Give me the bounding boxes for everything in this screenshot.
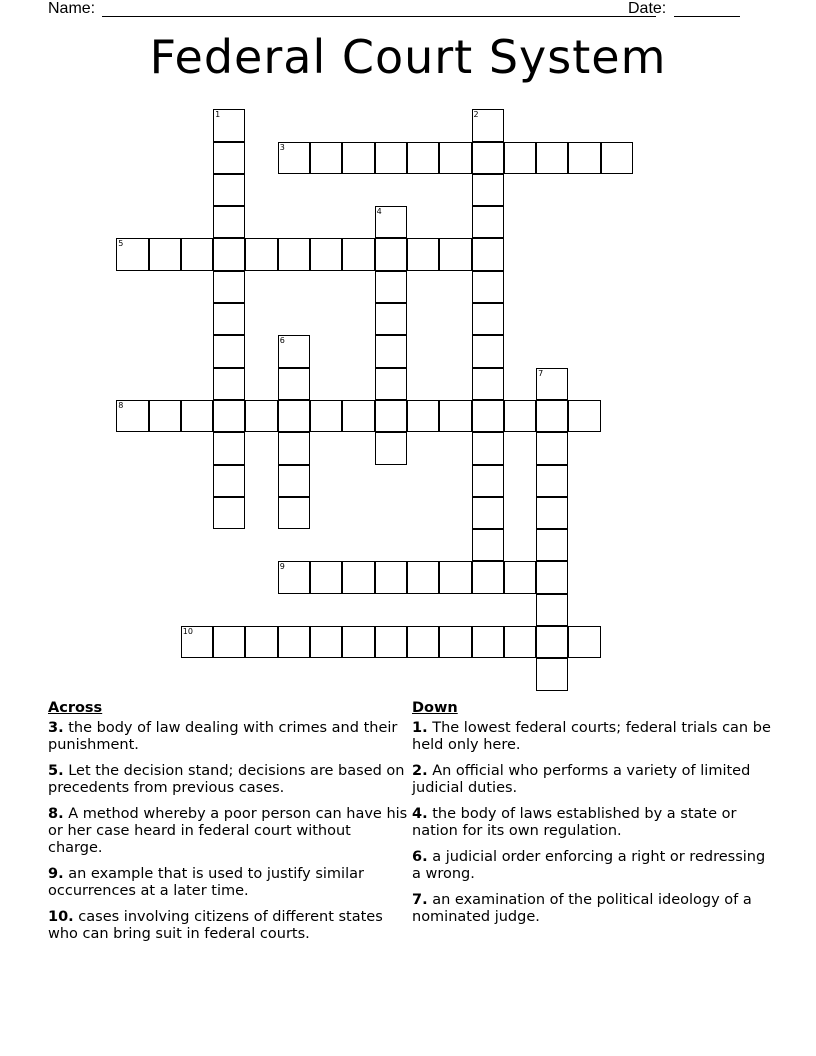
crossword-cell[interactable] xyxy=(375,335,407,367)
crossword-cell[interactable] xyxy=(375,400,407,432)
clue-text: the body of law dealing with crimes and their punishment. xyxy=(48,720,398,753)
date-label: Date: xyxy=(628,0,667,17)
crossword-cell[interactable] xyxy=(439,142,471,174)
crossword-cell[interactable] xyxy=(439,238,471,270)
clue-number: 4. xyxy=(412,806,428,822)
crossword-cell[interactable] xyxy=(568,626,600,658)
crossword-cell[interactable] xyxy=(375,368,407,400)
clue-number: 8. xyxy=(48,806,64,822)
crossword-cell[interactable] xyxy=(472,206,504,238)
clue-down-6 xyxy=(412,849,772,883)
clue-number-label: 3 xyxy=(279,142,285,152)
crossword-cell[interactable] xyxy=(536,594,568,626)
crossword-cell[interactable] xyxy=(536,368,568,400)
crossword-cell[interactable] xyxy=(213,109,245,141)
crossword-cell[interactable] xyxy=(342,142,374,174)
crossword-cell[interactable] xyxy=(504,561,536,593)
crossword-cell[interactable] xyxy=(310,561,342,593)
crossword-cell[interactable] xyxy=(439,400,471,432)
crossword-cell[interactable] xyxy=(504,626,536,658)
crossword-cell[interactable] xyxy=(375,561,407,593)
crossword-cell[interactable] xyxy=(213,368,245,400)
clue-number: 9. xyxy=(48,866,64,882)
crossword-cell[interactable] xyxy=(342,626,374,658)
clue-text: cases involving citizens of different states who can bring suit in federal courts. xyxy=(48,909,383,942)
clue-across-9 xyxy=(48,866,408,900)
crossword-cell[interactable] xyxy=(278,465,310,497)
clue-text: the body of laws established by a state or nation for its own regulation. xyxy=(412,806,737,839)
across-clues xyxy=(48,700,408,952)
crossword-cell[interactable] xyxy=(213,335,245,367)
crossword-cell[interactable] xyxy=(342,238,374,270)
crossword-cell[interactable] xyxy=(536,561,568,593)
clue-number: 10. xyxy=(48,909,74,925)
crossword-cell[interactable] xyxy=(278,561,310,593)
crossword-cell[interactable] xyxy=(375,626,407,658)
crossword-cell[interactable] xyxy=(213,465,245,497)
crossword-cell[interactable] xyxy=(342,400,374,432)
page-title: Federal Court System xyxy=(149,30,667,84)
clue-text: An official who performs a variety of limited judicial duties. xyxy=(412,763,751,796)
clue-text: an examination of the political ideology of a nominated judge. xyxy=(412,892,752,925)
crossword-cell[interactable] xyxy=(472,303,504,335)
crossword-cell[interactable] xyxy=(407,626,439,658)
clue-text: A method whereby a poor person can have his or her case heard in federal court without charge. xyxy=(48,806,408,856)
clue-number-label: 9 xyxy=(279,562,285,572)
crossword-cell[interactable] xyxy=(472,561,504,593)
down-heading: Down xyxy=(412,700,458,716)
clue-number: 3. xyxy=(48,720,64,736)
crossword-cell[interactable] xyxy=(472,238,504,270)
crossword-cell[interactable] xyxy=(116,400,148,432)
crossword-cell[interactable] xyxy=(536,400,568,432)
clue-number-label: 5 xyxy=(118,239,124,249)
crossword-cell[interactable] xyxy=(213,400,245,432)
crossword-cell[interactable] xyxy=(536,497,568,529)
across-heading: Across xyxy=(48,700,103,716)
crossword-cell[interactable] xyxy=(472,174,504,206)
clue-number: 7. xyxy=(412,892,428,908)
crossword-cell[interactable] xyxy=(536,626,568,658)
crossword-cell[interactable] xyxy=(181,238,213,270)
clue-text: a judicial order enforcing a right or redressing a wrong. xyxy=(412,849,766,882)
crossword-cell[interactable] xyxy=(213,206,245,238)
crossword-cell[interactable] xyxy=(245,400,277,432)
crossword-cell[interactable] xyxy=(278,238,310,270)
crossword-cell[interactable] xyxy=(375,142,407,174)
clue-number-label: 8 xyxy=(118,400,124,410)
crossword-cell[interactable] xyxy=(472,109,504,141)
name-field[interactable] xyxy=(102,16,656,17)
crossword-cell[interactable] xyxy=(342,561,374,593)
crossword-cell[interactable] xyxy=(407,238,439,270)
crossword-cell[interactable] xyxy=(472,529,504,561)
clue-number-label: 4 xyxy=(376,207,382,217)
crossword-cell[interactable] xyxy=(116,238,148,270)
crossword-cell[interactable] xyxy=(375,238,407,270)
name-label: Name: xyxy=(48,0,96,17)
crossword-cell[interactable] xyxy=(245,626,277,658)
clue-down-4 xyxy=(412,806,772,840)
clue-text: The lowest federal courts; federal trials can be held only here. xyxy=(412,720,771,753)
clue-number: 5. xyxy=(48,763,64,779)
clue-across-5 xyxy=(48,763,408,797)
crossword-cell[interactable] xyxy=(472,626,504,658)
clue-number-label: 10 xyxy=(182,627,193,636)
crossword-cell[interactable] xyxy=(213,626,245,658)
clue-text: an example that is used to justify similar occurrences at a later time. xyxy=(48,866,364,899)
crossword-cell[interactable] xyxy=(407,142,439,174)
crossword-cell[interactable] xyxy=(149,400,181,432)
crossword-cell[interactable] xyxy=(278,142,310,174)
crossword-cell[interactable] xyxy=(213,238,245,270)
crossword-cell[interactable] xyxy=(568,400,600,432)
crossword-cell[interactable] xyxy=(181,400,213,432)
clue-down-2 xyxy=(412,763,772,797)
crossword-cell[interactable] xyxy=(310,238,342,270)
crossword-cell[interactable] xyxy=(375,271,407,303)
crossword-cell[interactable] xyxy=(536,142,568,174)
worksheet-header xyxy=(48,0,748,22)
clue-across-8 xyxy=(48,806,408,857)
crossword-cell[interactable] xyxy=(472,400,504,432)
crossword-cell[interactable] xyxy=(536,658,568,690)
crossword-cell[interactable] xyxy=(536,529,568,561)
crossword-cell[interactable] xyxy=(472,335,504,367)
date-field[interactable] xyxy=(674,16,740,17)
crossword-cell[interactable] xyxy=(245,238,277,270)
clue-text: Let the decision stand; decisions are based on precedents from previous cases. xyxy=(48,763,405,796)
clue-down-7 xyxy=(412,892,772,926)
crossword-cell[interactable] xyxy=(472,432,504,464)
crossword-cell[interactable] xyxy=(278,335,310,367)
crossword-cell[interactable] xyxy=(601,142,633,174)
crossword-cell[interactable] xyxy=(472,497,504,529)
crossword-cell[interactable] xyxy=(278,400,310,432)
clue-number-label: 7 xyxy=(538,368,544,378)
crossword-cell[interactable] xyxy=(310,626,342,658)
crossword-cell[interactable] xyxy=(213,271,245,303)
crossword-cell[interactable] xyxy=(407,561,439,593)
crossword-cell[interactable] xyxy=(536,432,568,464)
clue-number: 1. xyxy=(412,720,428,736)
crossword-cell[interactable] xyxy=(375,432,407,464)
crossword-cell[interactable] xyxy=(439,561,471,593)
crossword-cell[interactable] xyxy=(375,303,407,335)
clue-across-3 xyxy=(48,720,408,754)
crossword-cell[interactable] xyxy=(439,626,471,658)
crossword-cell[interactable] xyxy=(472,465,504,497)
crossword-cell[interactable] xyxy=(472,271,504,303)
crossword-cell[interactable] xyxy=(568,142,600,174)
clue-number: 2. xyxy=(412,763,428,779)
clue-number-label: 6 xyxy=(279,336,285,346)
crossword-cell[interactable] xyxy=(472,142,504,174)
crossword-cell[interactable] xyxy=(213,303,245,335)
crossword-cell[interactable] xyxy=(181,626,213,658)
clue-across-10 xyxy=(48,909,408,943)
crossword-cell[interactable] xyxy=(310,400,342,432)
crossword-cell[interactable] xyxy=(278,497,310,529)
crossword-cell[interactable] xyxy=(213,174,245,206)
crossword-cell[interactable] xyxy=(310,142,342,174)
crossword-cell[interactable] xyxy=(213,497,245,529)
clue-number: 6. xyxy=(412,849,428,865)
crossword-cell[interactable] xyxy=(375,206,407,238)
crossword-cell[interactable] xyxy=(407,400,439,432)
down-clues xyxy=(412,700,772,935)
crossword-cell[interactable] xyxy=(213,432,245,464)
crossword-cell[interactable] xyxy=(149,238,181,270)
clue-number-label: 2 xyxy=(473,110,479,120)
crossword-cell[interactable] xyxy=(472,368,504,400)
crossword-cell[interactable] xyxy=(278,368,310,400)
crossword-cell[interactable] xyxy=(213,142,245,174)
clue-number-label: 1 xyxy=(215,110,221,120)
clue-down-1 xyxy=(412,720,772,754)
crossword-cell[interactable] xyxy=(278,626,310,658)
crossword-cell[interactable] xyxy=(504,142,536,174)
crossword-cell[interactable] xyxy=(504,400,536,432)
crossword-cell[interactable] xyxy=(536,465,568,497)
crossword-cell[interactable] xyxy=(278,432,310,464)
